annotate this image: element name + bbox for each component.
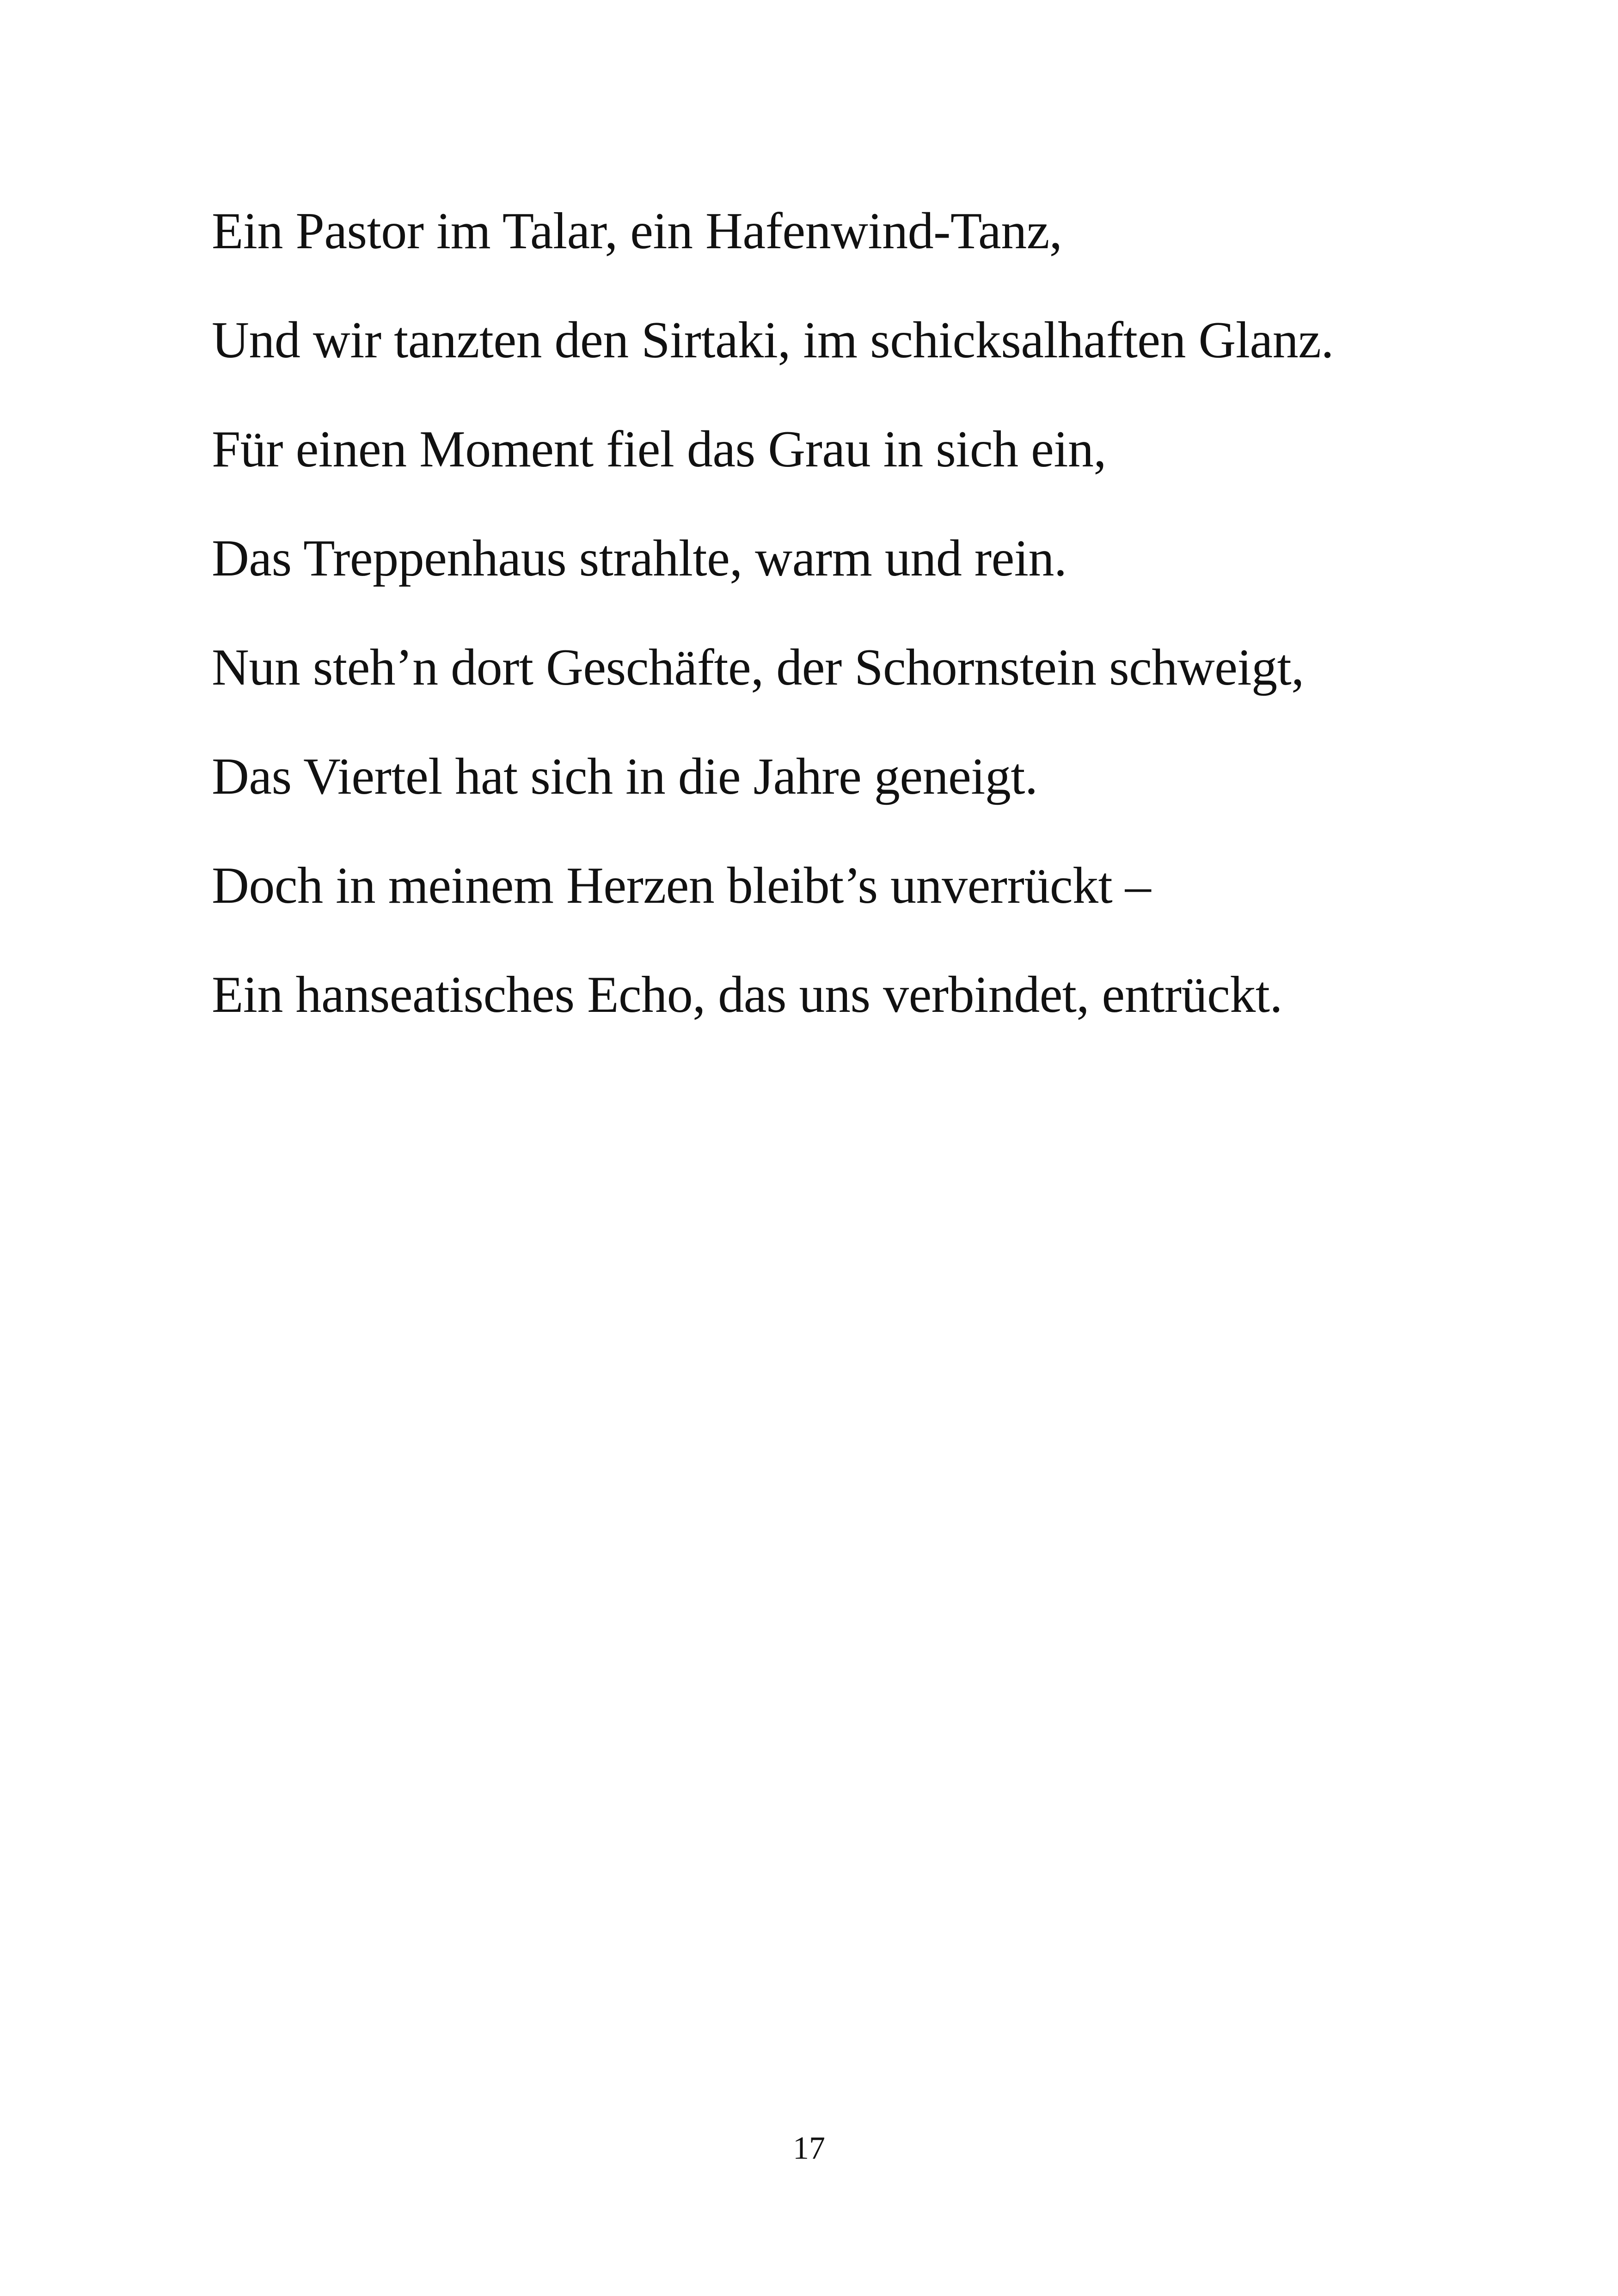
poem-line: Das Treppenhaus strahlte, warm und rein. bbox=[212, 530, 1067, 587]
poem-line: Für einen Moment fiel das Grau in sich ein, bbox=[212, 421, 1106, 478]
page-number: 17 bbox=[793, 2131, 825, 2166]
poem-stanza bbox=[212, 177, 1460, 1049]
poem-line: Doch in meinem Herzen bleibt’s unverrückt – bbox=[212, 857, 1151, 914]
poem-line: Nun steh’n dort Geschäfte, der Schornstein schweigt, bbox=[212, 639, 1304, 696]
poem-line: Ein hanseatisches Echo, das uns verbindet, entrückt. bbox=[212, 966, 1282, 1023]
poem-line: Das Viertel hat sich in die Jahre geneigt. bbox=[212, 748, 1038, 805]
poem-line: Ein Pastor im Talar, ein Hafenwind-Tanz, bbox=[212, 202, 1062, 260]
poem-line: Und wir tanzten den Sirtaki, im schicksalhaften Glanz. bbox=[212, 312, 1334, 369]
